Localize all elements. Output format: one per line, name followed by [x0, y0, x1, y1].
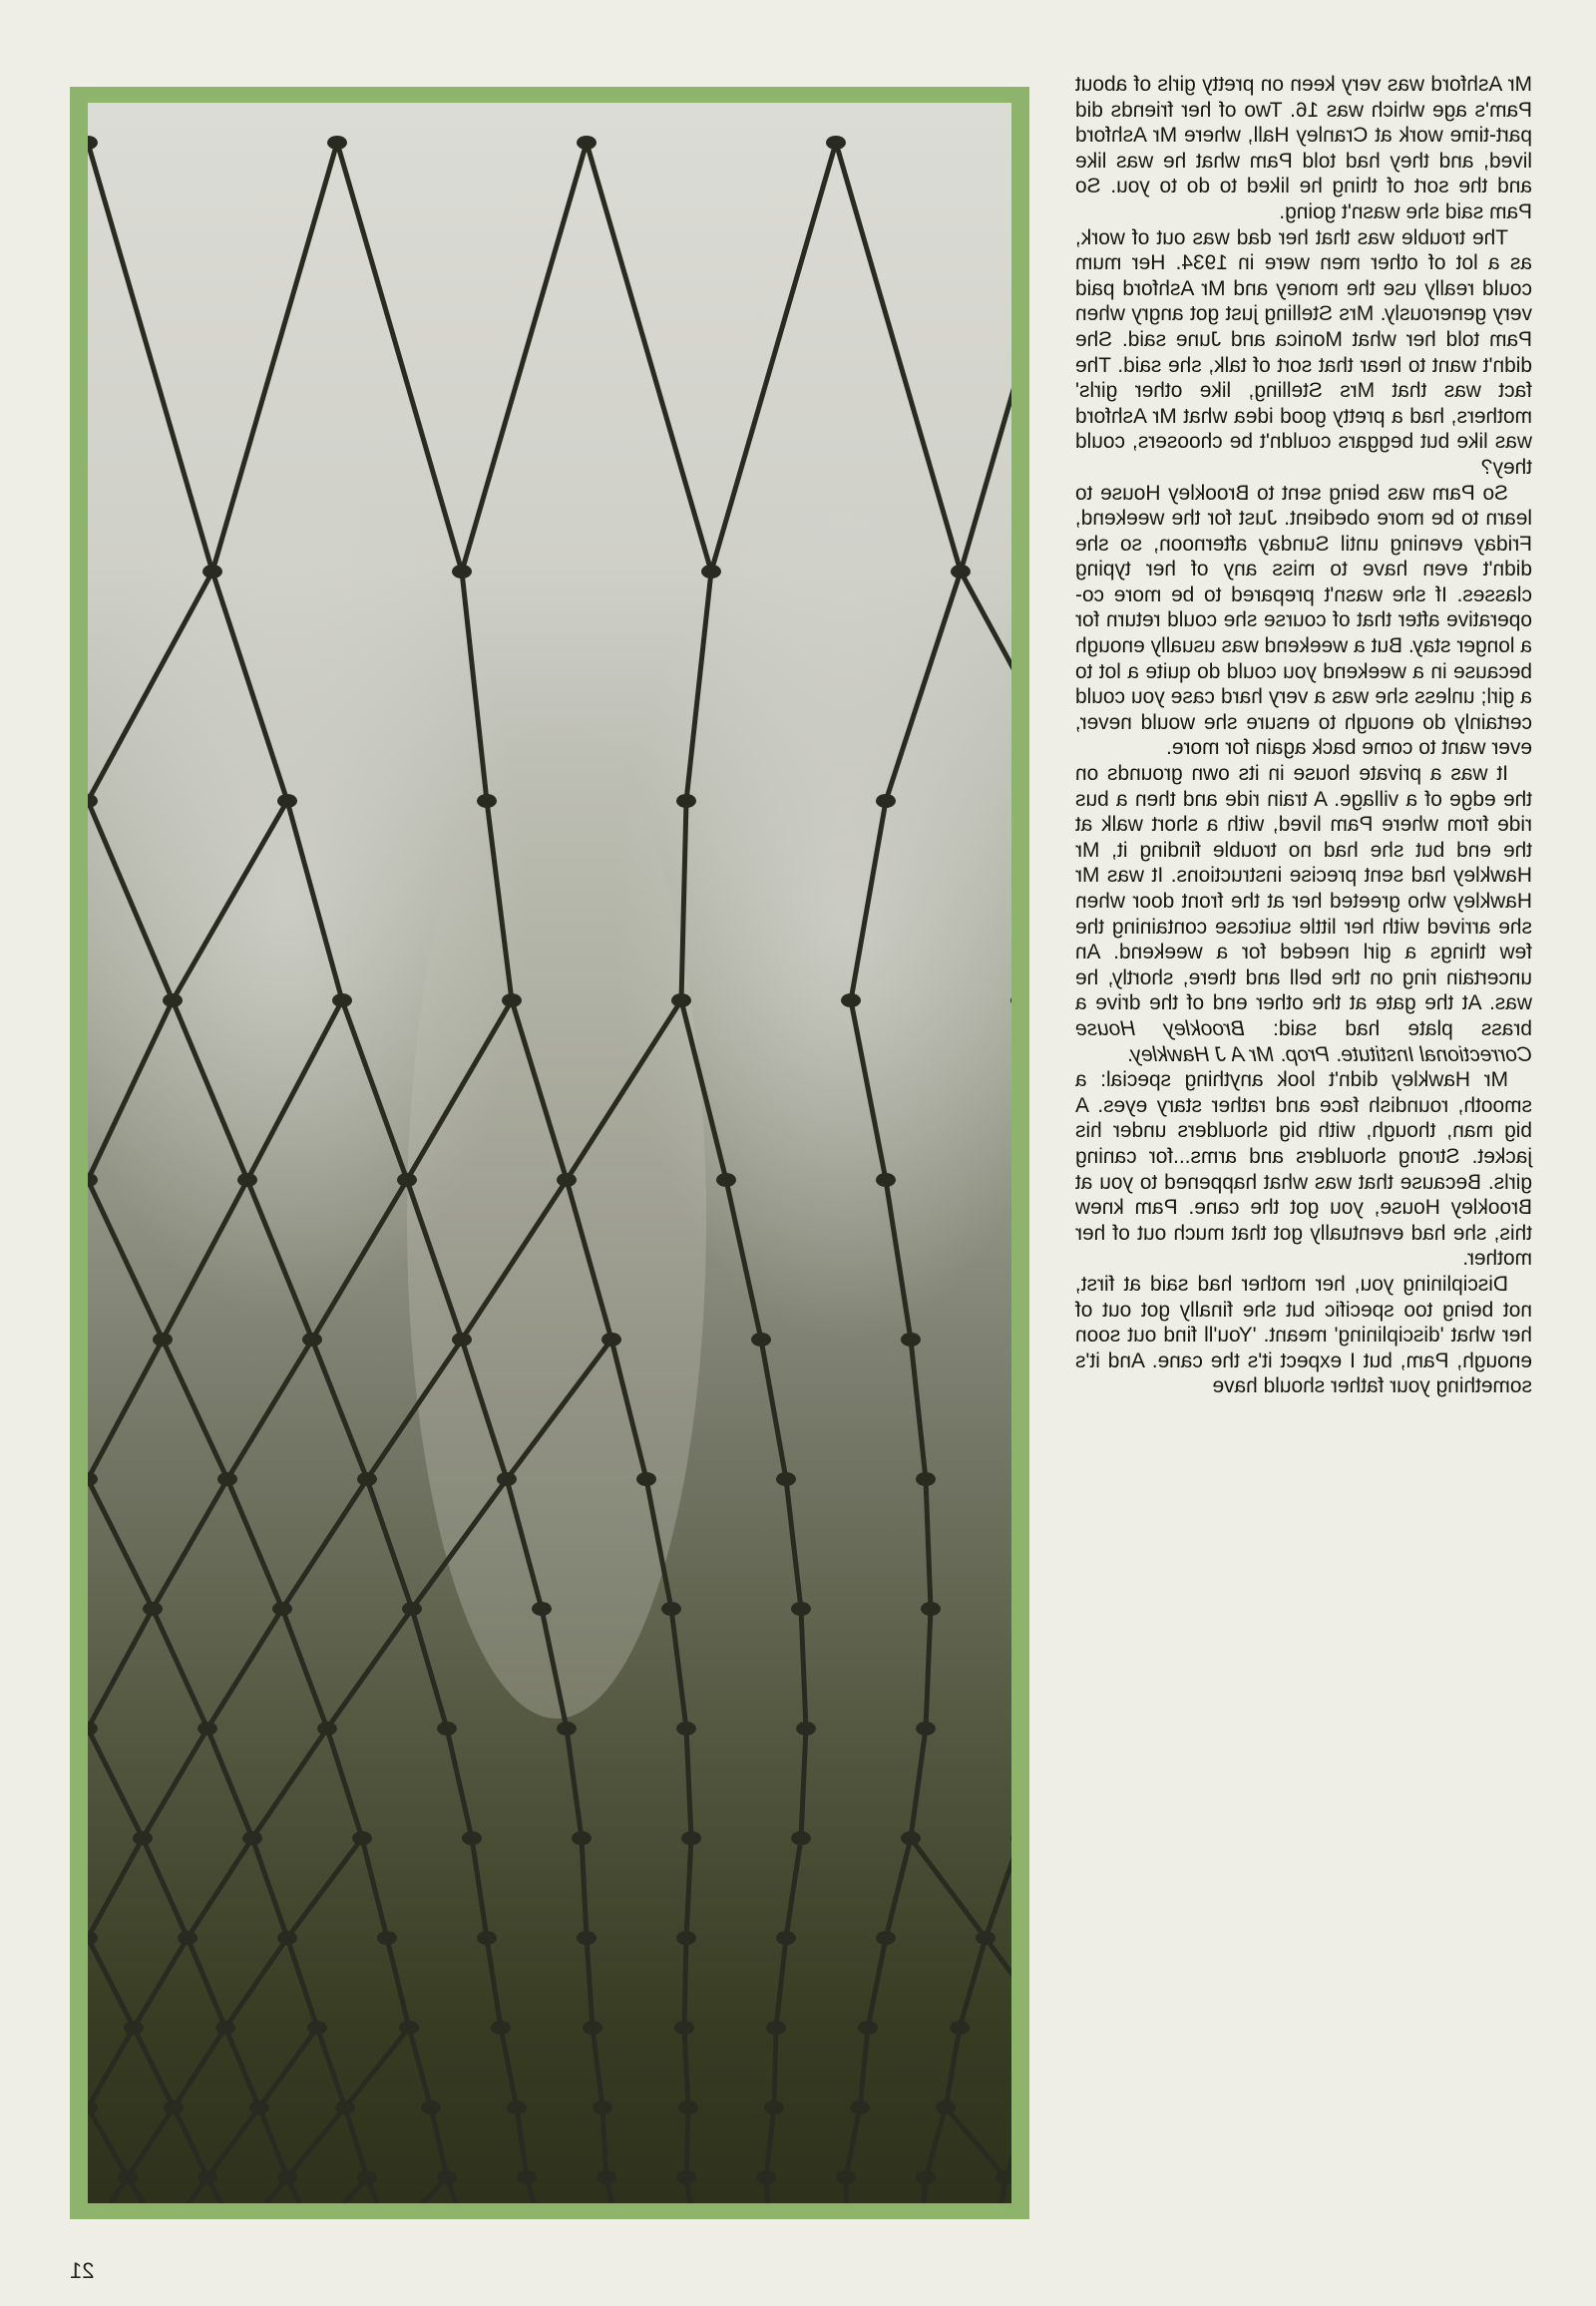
net-knot — [876, 1173, 896, 1187]
paragraph-6: Disciplining you, her mother had said at first, not being too specific but she finally got out of her what 'disciplining' meant. 'You'll find out soon enough, Pam, but I expect it's the cane. And it's something your father should have — [1075, 1272, 1532, 1398]
net-knot — [497, 1472, 517, 1486]
net-knot — [557, 1173, 577, 1187]
net-knot — [901, 1333, 921, 1346]
net-strand — [391, 2177, 447, 2203]
net-strand — [684, 2028, 688, 2108]
net-knot — [249, 2101, 269, 2114]
net-strand — [671, 1609, 686, 1729]
net-knot — [791, 1602, 811, 1616]
net-knot — [517, 2170, 537, 2184]
paragraph-5: Mr Hawkley didn't look anything special: a smooth, roundish face and rather stary eyes. A big man, though, with big shoulders under his jacket. Strong shoulders and arms...for caning girls. Because that was what happened to you at Brookley House, you got the cane. Pam knew this, she had eventually got that much out of her mother. — [1075, 1068, 1532, 1271]
net-knot — [916, 1722, 936, 1735]
net-knot — [133, 1831, 153, 1845]
net-knot — [577, 136, 597, 150]
net-strand — [225, 2028, 259, 2108]
net-knot — [178, 1931, 198, 1945]
net-strand — [287, 2108, 345, 2177]
net-knot — [776, 1931, 796, 1945]
net-knot — [681, 1831, 701, 1845]
net-knot — [217, 1472, 237, 1486]
net-strand — [207, 1729, 252, 1838]
net-strand — [501, 2028, 517, 2108]
net-strand — [134, 1938, 188, 2028]
net-knot — [766, 2021, 786, 2035]
net-knot — [452, 1333, 472, 1346]
net-strand — [225, 1938, 287, 2028]
net-knot — [858, 2021, 878, 2035]
net-strand — [88, 1609, 153, 1729]
net-knot — [332, 993, 352, 1007]
article-text — [1075, 72, 1532, 1399]
net-knot — [437, 2170, 457, 2184]
net-strand — [846, 2108, 860, 2177]
net-knot — [327, 136, 347, 150]
net-knot — [532, 1602, 552, 1616]
net-strand — [786, 1838, 801, 1938]
net-knot — [277, 1931, 297, 1945]
net-knot — [88, 1722, 98, 1735]
net-knot — [452, 565, 472, 578]
net-strand — [911, 1838, 986, 1938]
net-knot — [377, 1931, 397, 1945]
net-strand — [946, 2108, 1005, 2177]
net-knot — [796, 1722, 816, 1735]
net-strand — [252, 1838, 287, 1938]
net-knot — [597, 2170, 616, 2184]
net-knot — [352, 1831, 372, 1845]
net-strand — [282, 1479, 367, 1609]
net-strand — [986, 1838, 1011, 1938]
net-knot — [676, 1931, 696, 1945]
net-strand — [472, 1838, 487, 1938]
net-strand — [88, 2028, 134, 2108]
net-knot — [916, 2170, 936, 2184]
net-knot — [583, 2021, 602, 2035]
net-strand — [153, 1479, 227, 1609]
net-knot — [636, 1472, 656, 1486]
net-knot — [118, 2170, 138, 2184]
net-strand — [227, 1340, 312, 1479]
net-strand — [345, 2108, 367, 2177]
net-knot — [88, 1931, 98, 1945]
net-knot — [976, 1931, 996, 1945]
net-knot — [88, 1173, 98, 1187]
net-knot — [661, 1602, 681, 1616]
net-knot — [477, 794, 497, 808]
net-strand — [134, 2028, 174, 2108]
net-strand — [986, 1938, 1011, 2028]
net-photo — [88, 103, 1011, 2203]
net-knot — [751, 1333, 771, 1346]
net-strand — [412, 1609, 447, 1729]
net-strand — [593, 2028, 602, 2108]
net-strand — [766, 2108, 774, 2177]
net-strand — [174, 2028, 225, 2108]
net-strand — [88, 1340, 163, 1479]
net-strand — [786, 1479, 801, 1609]
net-knot — [399, 2021, 419, 2035]
net-strand — [487, 1938, 501, 2028]
net-strand — [259, 2108, 287, 2177]
net-knot — [277, 794, 297, 808]
net-strand — [88, 1938, 134, 2028]
net-knot — [402, 1602, 422, 1616]
paragraph-3: So Pam was being sent to Brookley House to learn to be more obedient. Just for the weekend, Friday evening until Sunday afternoon, so she didn't even have to miss any of her typing classes. If she wasn't prepared to be more co-operative after that of course she could return for a longer stay. But a weekend was usually enough because in a weekend you could do quite a lot to a girl; unless she was a very hard case you could certainly do enough to ensure she would never, ever want to come back again for more. — [1075, 481, 1532, 760]
net-strand — [582, 1838, 587, 1938]
paragraph-2: The trouble was that her dad was out of work, as a lot of other men were in 1934. Her mum could really use the money and Mr Ashford paid very generously. Mrs Stelling just got angry when Pam told her what Monica and June said. She didn't want to hear that sort of talk, she said. The fact was that Mrs Stelling, like other girls' mothers, had a pretty good idea what Mr Ashford was like but beggars couldn't be choosers, could they? — [1075, 225, 1532, 479]
net-knot — [577, 1931, 597, 1945]
net-knot — [357, 1472, 377, 1486]
net-strand — [409, 2028, 431, 2108]
net-knot — [996, 2170, 1011, 2184]
net-knot — [507, 2101, 527, 2114]
net-knot — [124, 2021, 144, 2035]
net-strand — [287, 1838, 362, 1938]
net-strand — [801, 1729, 806, 1838]
net-knot — [198, 1722, 217, 1735]
net-knot — [676, 1722, 696, 1735]
net-knot — [671, 993, 691, 1007]
net-knot — [198, 2170, 217, 2184]
net-knot — [153, 1333, 173, 1346]
net-strand — [860, 2028, 868, 2108]
net-strand — [587, 143, 711, 572]
net-knot — [143, 1602, 163, 1616]
net-strand — [188, 1838, 252, 1938]
net-strand — [946, 2028, 960, 2108]
net-strand — [1005, 2108, 1011, 2177]
net-knot — [477, 1931, 497, 1945]
net-knot — [836, 2170, 856, 2184]
net-knot — [88, 2101, 98, 2114]
net-strand — [886, 1838, 911, 1938]
net-knot — [901, 1831, 921, 1845]
net-strand — [960, 1938, 986, 2028]
net-strand — [961, 143, 1011, 572]
net-knot — [88, 136, 98, 150]
net-strand — [88, 2108, 128, 2177]
net-knot — [437, 1722, 457, 1735]
net-strand — [587, 1938, 593, 2028]
net-strand — [387, 1938, 409, 2028]
net-strand — [367, 1479, 412, 1609]
net-knot — [676, 2170, 696, 2184]
net-knot — [572, 1831, 592, 1845]
net-knot — [951, 565, 971, 578]
net-strand — [163, 1340, 227, 1479]
net-strand — [227, 1479, 282, 1609]
net-strand — [143, 1838, 188, 1938]
net-knot — [237, 1173, 257, 1187]
net-knot — [826, 136, 846, 150]
net-knot — [593, 2101, 612, 2114]
net-strand — [926, 2108, 946, 2177]
net-knot — [674, 2021, 694, 2035]
net-strand — [188, 1938, 225, 2028]
net-strand — [926, 1609, 931, 1729]
net-knot — [272, 1602, 292, 1616]
net-knot — [764, 2101, 784, 2114]
net-knot — [716, 1173, 736, 1187]
net-strand — [774, 2028, 776, 2108]
net-strand — [327, 1729, 362, 1838]
net-strand — [128, 2108, 174, 2177]
page-number: 21 — [70, 2258, 95, 2283]
net-knot — [950, 2021, 970, 2035]
net-strand — [88, 143, 212, 572]
net-strand — [761, 1340, 786, 1479]
net-knot — [242, 1831, 262, 1845]
net-strand — [259, 2028, 317, 2108]
net-strand — [686, 1838, 691, 1938]
net-knot — [502, 993, 522, 1007]
net-knot — [307, 2021, 327, 2035]
brass-plate-text: Brookley House Correctional Institute. Prop. Mr A J Hawkley. — [1074, 1016, 1532, 1066]
net-knot — [335, 2101, 355, 2114]
net-strand — [317, 2028, 345, 2108]
net-strand — [868, 1938, 886, 2028]
net-knot — [317, 1722, 337, 1735]
paragraph-4 — [1075, 761, 1532, 1067]
net-knot — [397, 1173, 417, 1187]
net-strand — [602, 2108, 606, 2177]
net-knot — [421, 2101, 441, 2114]
net-strand — [362, 1838, 387, 1938]
net-strand — [776, 1938, 786, 2028]
net-knot — [163, 993, 183, 1007]
net-strand — [926, 1479, 931, 1609]
net-strand — [462, 143, 587, 572]
net-strand — [287, 1938, 317, 2028]
net-knot — [277, 2170, 297, 2184]
net-strand — [252, 1729, 327, 1838]
net-knot — [841, 993, 861, 1007]
net-strand — [567, 1729, 582, 1838]
net-strand — [282, 1609, 327, 1729]
net-knot — [876, 1931, 896, 1945]
net-strand — [345, 2028, 409, 2108]
net-strand — [801, 1609, 806, 1729]
net-strand — [153, 1609, 207, 1729]
net-knot — [88, 1472, 98, 1486]
net-strand — [517, 2108, 527, 2177]
article-column-mirrored — [1075, 72, 1532, 1399]
net-mesh-graphic — [88, 103, 1011, 2203]
net-knot — [557, 1722, 577, 1735]
net-knot — [601, 1333, 621, 1346]
net-strand — [327, 1609, 412, 1729]
net-knot — [357, 2170, 377, 2184]
net-strand — [88, 1729, 143, 1838]
net-knot — [462, 1831, 482, 1845]
paragraph-1: Mr Ashford was very keen on pretty girls of about Pam's age which was 16. Two of her friends did part-time work at Cranley Hall, where Mr Ashford lived, and they had told Pam what he was like and the sort of thing he liked to do to you. So Pam said she wasn't going. — [1075, 73, 1532, 223]
net-strand — [88, 1479, 153, 1609]
net-knot — [876, 794, 896, 808]
net-strand — [207, 1609, 282, 1729]
net-strand — [911, 1729, 926, 1838]
net-knot — [921, 1602, 941, 1616]
net-knot — [164, 2101, 184, 2114]
net-knot — [678, 2101, 698, 2114]
net-knot — [491, 2021, 511, 2035]
net-strand — [174, 2108, 207, 2177]
net-strand — [686, 2108, 688, 2177]
net-knot — [1010, 1831, 1011, 1845]
net-strand — [684, 1938, 686, 2028]
net-knot — [756, 2170, 776, 2184]
net-knot — [916, 1472, 936, 1486]
net-strand — [88, 1838, 143, 1938]
net-knot — [776, 1472, 796, 1486]
net-knot — [302, 1333, 322, 1346]
net-knot — [701, 565, 721, 578]
net-strand — [431, 2108, 447, 2177]
net-strand — [686, 1729, 691, 1838]
net-knot — [850, 2101, 870, 2114]
net-strand — [207, 2108, 259, 2177]
net-knot — [676, 794, 696, 808]
net-knot — [215, 2021, 235, 2035]
net-knot — [202, 565, 222, 578]
net-strand — [143, 1729, 207, 1838]
net-knot — [791, 1831, 811, 1845]
photo-frame — [70, 87, 1029, 2219]
net-strand — [911, 1340, 926, 1479]
paragraph-4-text: It was a private house in its own grounds on the edge of a village. A train ride and then a bus ride from where Pam lived, with a short walk at the end but she had no trouble finding it, Mr Hawkley had sent precise instructions. It was Mr Hawkley who greeted her at the front door when she arrived with her little suitcase containing the few things a girl needed for a weekend. An uncertain ring on the bell and there, shortly, he was. At the gate at the other end of the drive a brass plate had said: — [1075, 762, 1532, 1040]
net-strand — [312, 1340, 367, 1479]
net-knot — [936, 2101, 956, 2114]
net-strand — [447, 1729, 472, 1838]
